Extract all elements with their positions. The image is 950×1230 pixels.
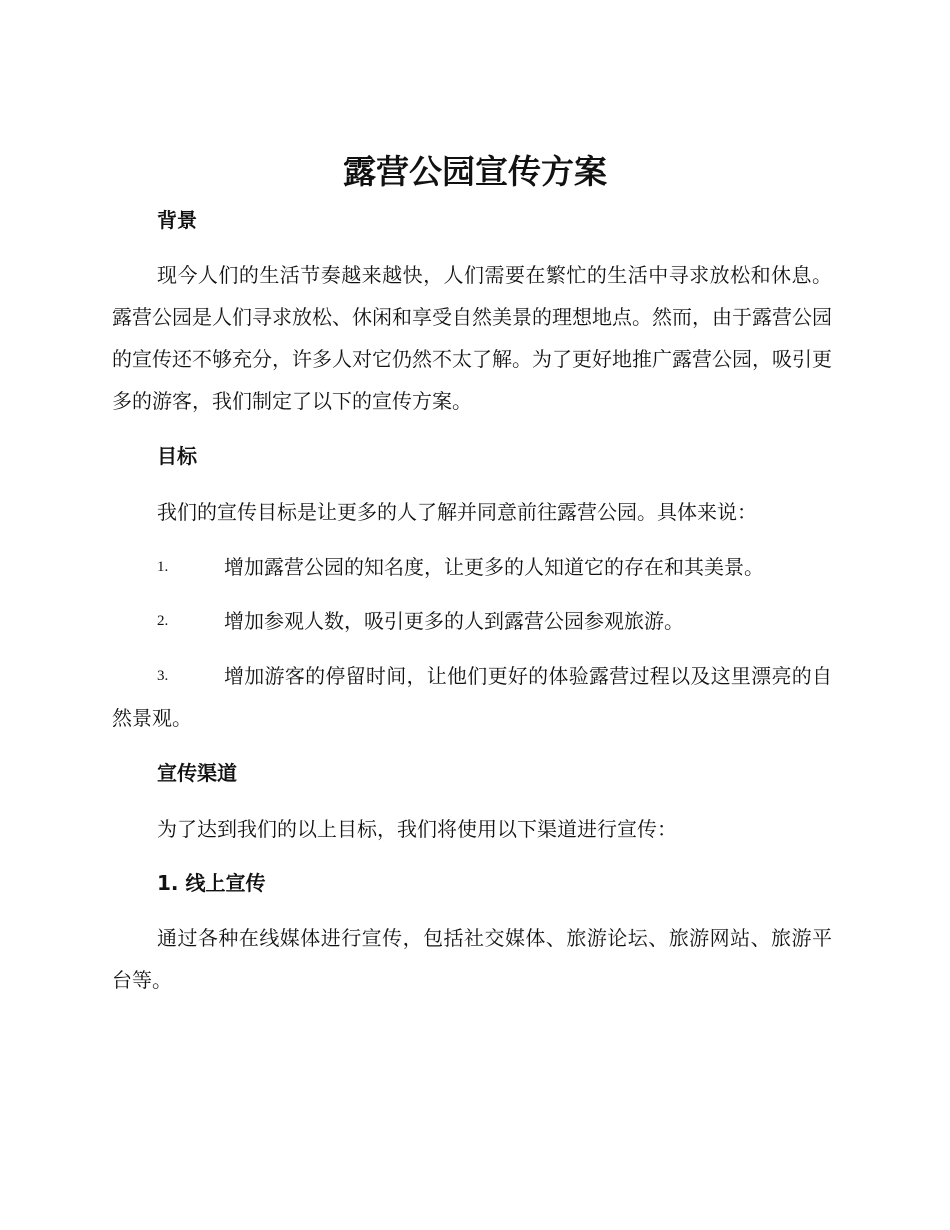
paragraph-channels-intro: 为了达到我们的以上目标，我们将使用以下渠道进行宣传： <box>157 817 677 841</box>
list-item-number: 2. <box>157 613 169 629</box>
list-item <box>112 546 832 588</box>
list-item-number: 3. <box>157 668 169 684</box>
paragraph-online-promotion: 通过各种在线媒体进行宣传，包括社交媒体、旅游论坛、旅游网站、旅游平台等。 <box>112 926 832 992</box>
paragraph-background: 现今人们的生活节奏越来越快，人们需要在繁忙的生活中寻求放松和休息。露营公园是人们寻求放松、休闲和享受自然美景的理想地点。然而，由于露营公园的宣传还不够充分，许多人对它仍然不太了解。为了更好地推广露营公园，吸引更多的游客，我们制定了以下的宣传方案。 <box>112 263 832 413</box>
heading-goals: 目标 <box>157 444 197 468</box>
list-item <box>112 655 832 739</box>
paragraph-goals-intro: 我们的宣传目标是让更多的人了解并同意前往露营公园。具体来说： <box>157 500 757 524</box>
document-title: 露营公园宣传方案 <box>343 152 607 191</box>
list-item <box>112 600 832 642</box>
list-item-text: 增加参观人数，吸引更多的人到露营公园参观旅游。 <box>224 609 684 633</box>
heading-online-promotion: 1. 线上宣传 <box>157 871 266 895</box>
list-item-text: 增加游客的停留时间，让他们更好的体验露营过程以及这里漂亮的自然景观。 <box>112 664 832 730</box>
heading-channels: 宣传渠道 <box>157 761 237 785</box>
list-item-number: 1. <box>157 559 169 575</box>
list-item-text: 增加露营公园的知名度，让更多的人知道它的存在和其美景。 <box>224 555 764 579</box>
heading-background: 背景 <box>157 208 197 232</box>
